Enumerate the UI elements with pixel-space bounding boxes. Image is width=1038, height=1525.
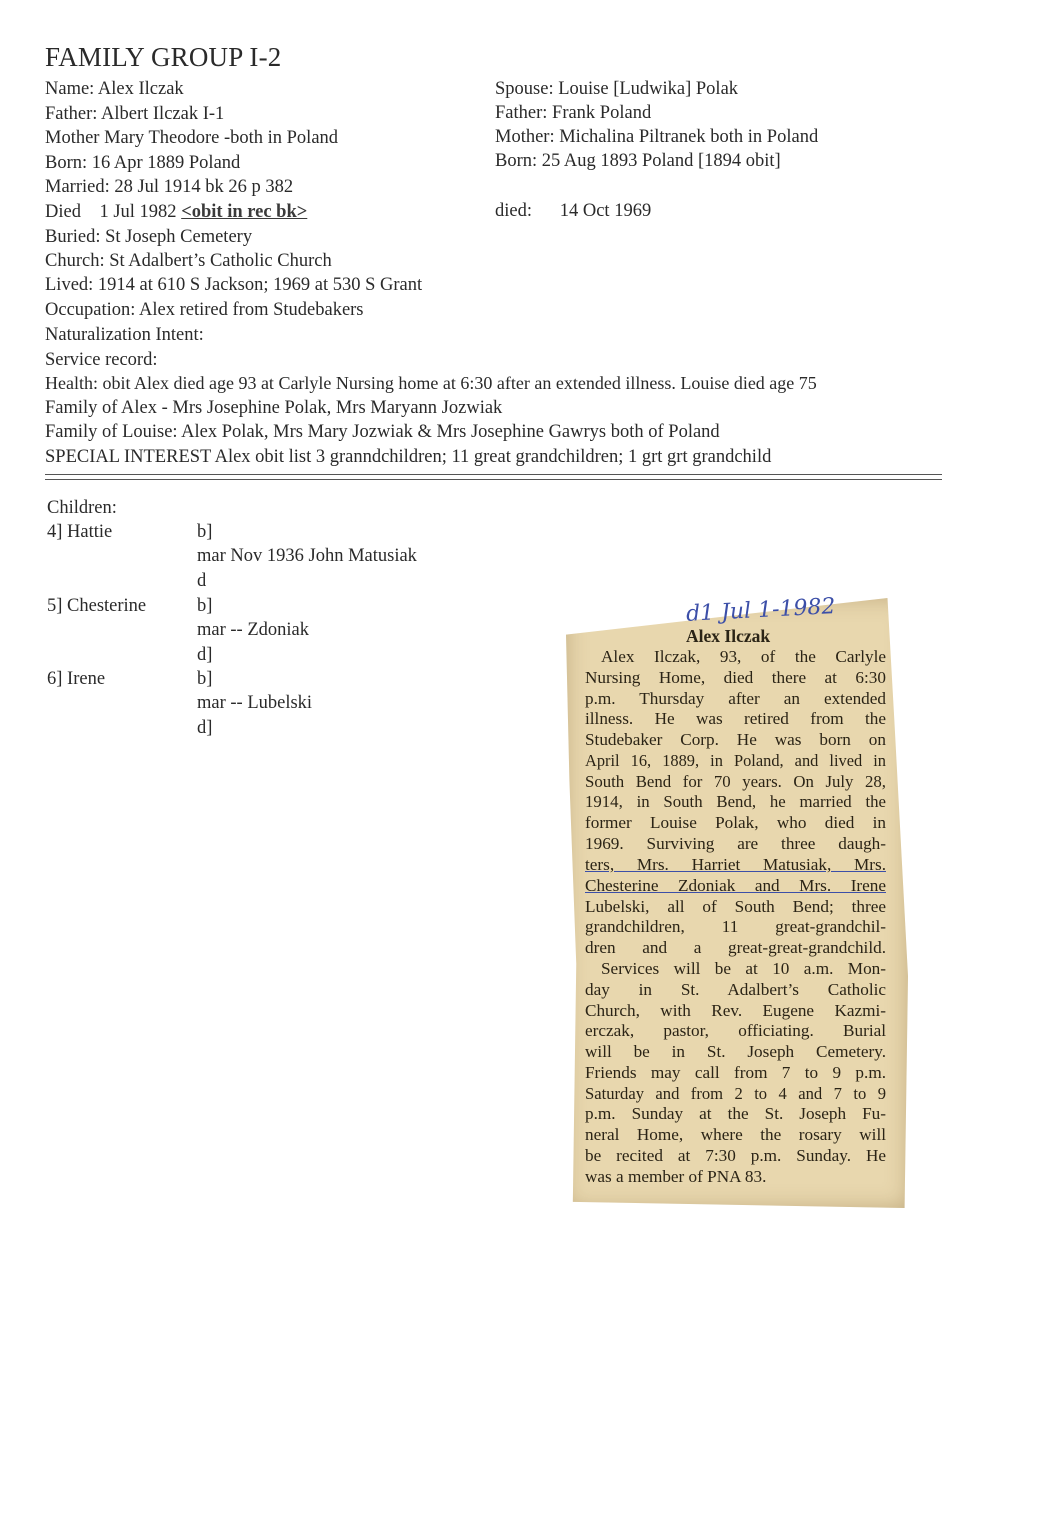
buried-line: Buried: St Joseph Cemetery bbox=[45, 227, 253, 247]
obit-link[interactable]: <obit in rec bk> bbox=[181, 202, 308, 222]
clipping-line: 1969. Surviving are three daugh- bbox=[585, 834, 886, 853]
father-line: Father: Albert Ilczak I-1 bbox=[45, 104, 225, 124]
clipping-line: Studebaker Corp. He was born on bbox=[585, 730, 886, 749]
clipping-line: p.m. Thursday after an extended bbox=[585, 689, 886, 708]
clipping-line: Alex Ilczak, 93, of the Carlyle bbox=[601, 647, 886, 666]
clipping-line: p.m. Sunday at the St. Joseph Fu- bbox=[585, 1104, 886, 1123]
married-line: Married: 28 Jul 1914 bk 26 p 382 bbox=[45, 177, 294, 197]
clipping-line: South Bend for 70 years. On July 28, bbox=[585, 772, 886, 791]
clipping-line: Nursing Home, died there at 6:30 bbox=[585, 668, 886, 687]
child-married: mar Nov 1936 John Matusiak bbox=[197, 546, 417, 566]
clipping-line: be recited at 7:30 p.m. Sunday. He bbox=[585, 1146, 886, 1165]
spouse-died-line: died: 14 Oct 1969 bbox=[495, 201, 652, 221]
child-name: 6] Irene bbox=[47, 669, 106, 689]
clipping-line: Lubelski, all of South Bend; three bbox=[585, 897, 886, 916]
child-born: b] bbox=[197, 522, 213, 542]
child-name: 5] Chesterine bbox=[47, 596, 147, 616]
clipping-headline: Alex Ilczak bbox=[686, 626, 771, 646]
born-line: Born: 16 Apr 1889 Poland bbox=[45, 153, 241, 173]
clipping-line: Saturday and from 2 to 4 and 7 to 9 bbox=[585, 1084, 886, 1103]
children-label: Children: bbox=[47, 498, 117, 518]
family-alex-line: Family of Alex - Mrs Josephine Polak, Mrs Maryann Jozwiak bbox=[45, 398, 503, 418]
name-line: Name: Alex Ilczak bbox=[45, 79, 184, 99]
child-name: 4] Hattie bbox=[47, 522, 113, 542]
clipping-line: will be in St. Joseph Cemetery. bbox=[585, 1042, 886, 1061]
clipping-line: Services will be at 10 a.m. Mon- bbox=[601, 959, 886, 978]
occupation-line: Occupation: Alex retired from Studebakers bbox=[45, 300, 364, 320]
handwritten-date: d1 Jul 1-1982 bbox=[685, 594, 837, 627]
child-died: d] bbox=[197, 645, 213, 665]
section-divider bbox=[45, 474, 942, 480]
spouse-father-line: Father: Frank Poland bbox=[495, 103, 652, 123]
church-line: Church: St Adalbert’s Catholic Church bbox=[45, 251, 332, 271]
clipping-line: erczak, pastor, officiating. Burial bbox=[585, 1021, 886, 1040]
child-born: b] bbox=[197, 596, 213, 616]
child-died: d] bbox=[197, 718, 213, 738]
clipping-line: grandchildren, 11 great-grandchil- bbox=[585, 917, 886, 936]
service-record-line: Service record: bbox=[45, 350, 158, 370]
spouse-born-line: Born: 25 Aug 1893 Poland [1894 obit] bbox=[495, 151, 781, 171]
lived-line: Lived: 1914 at 610 S Jackson; 1969 at 530 S Grant bbox=[45, 275, 423, 295]
clipping-line: neral Home, where the rosary will bbox=[585, 1125, 886, 1144]
naturalization-line: Naturalization Intent: bbox=[45, 325, 204, 345]
clipping-line: 1914, in South Bend, he married the bbox=[585, 792, 886, 811]
spouse-mother-line: Mother: Michalina Piltranek both in Poland bbox=[495, 127, 819, 147]
health-line: Health: obit Alex died age 93 at Carlyle Nursing home at 6:30 after an extended illness. Louise died age 75 bbox=[45, 373, 817, 393]
clipping-line: illness. He was retired from the bbox=[585, 709, 886, 728]
clipping-line: day in St. Adalbert’s Catholic bbox=[585, 980, 886, 999]
spouse-line: Spouse: Louise [Ludwika] Polak bbox=[495, 79, 739, 99]
clipping-line: April 16, 1889, in Poland, and lived in bbox=[585, 751, 886, 770]
special-interest-line: SPECIAL INTEREST Alex obit list 3 granndchildren; 11 great grandchildren; 1 grt grt grandchild bbox=[45, 447, 772, 467]
child-married: mar -- Lubelski bbox=[197, 693, 313, 713]
clipping-line: dren and a great-great-grandchild. bbox=[585, 938, 886, 957]
clipping-line: Chesterine Zdoniak and Mrs. Irene bbox=[585, 876, 886, 895]
family-louise-line: Family of Louise: Alex Polak, Mrs Mary Jozwiak & Mrs Josephine Gawrys both of Poland bbox=[45, 422, 720, 442]
child-married: mar -- Zdoniak bbox=[197, 620, 309, 640]
died-text: Died 1 Jul 1982 bbox=[45, 202, 182, 222]
child-died: d bbox=[197, 571, 207, 591]
clipping-line: former Louise Polak, who died in bbox=[585, 813, 886, 832]
child-born: b] bbox=[197, 669, 213, 689]
clipping-line: Church, with Rev. Eugene Kazmi- bbox=[585, 1001, 886, 1020]
clipping-line: ters, Mrs. Harriet Matusiak, Mrs. bbox=[585, 855, 886, 874]
died-line bbox=[45, 200, 307, 224]
page-title: FAMILY GROUP I-2 bbox=[45, 42, 282, 72]
clipping-line: Friends may call from 7 to 9 p.m. bbox=[585, 1063, 886, 1082]
mother-line: Mother Mary Theodore -both in Poland bbox=[45, 128, 339, 148]
clipping-line: was a member of PNA 83. bbox=[585, 1167, 767, 1186]
